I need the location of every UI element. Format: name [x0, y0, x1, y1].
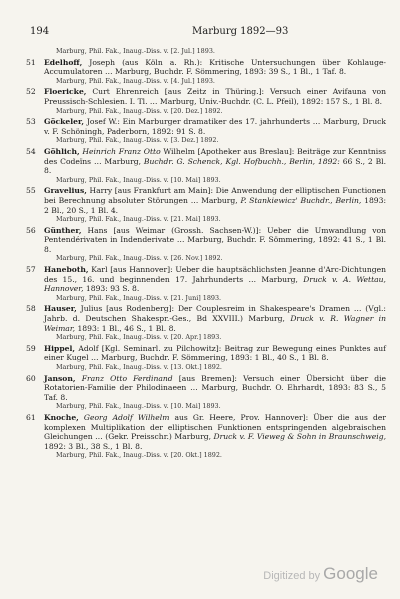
author-given-names: Georg Adolf Wilhelm [83, 412, 170, 422]
entry-number: 58 [26, 304, 36, 314]
entry-text: Hans [aus Weimar (Grossh. Sachsen-W.)]: Ueber die Umwandlung von Pentendérivaten in Indenderivate … Marburg, Buchdr. F. Sömmering, 1892: 41 S., 1 Bl. 8. [44, 225, 386, 254]
entry-pagination: 1893: 1 Bl., 46 S., 1 Bl. 8. [77, 323, 176, 333]
entry-number: 54 [26, 146, 36, 156]
entry-number: 57 [26, 265, 36, 275]
entry-number: 60 [26, 373, 36, 383]
entries-container [26, 57, 387, 460]
entry-faculty-note: Marburg, Phil. Fak., Inaug.-Diss. v. [20. Apr.] 1893. [56, 333, 222, 342]
entry-text: [aus Bremen]: Versuch einer Übersicht über die Rotatorien-Familie der Philodinaeen … Marburg, Buchdr. O. Ehrhardt, 1893: 83 S., 5 Taf. 8. [44, 373, 387, 402]
entry-faculty-note: Marburg, Phil. Fak., Inaug.-Diss. v. [20. Dez.] 1892. [56, 106, 223, 115]
printer-italic: Druck v. F. Vieweg & Sohn in Braunschweig, [213, 432, 386, 442]
watermark-prefix: Digitized by [263, 570, 321, 582]
author-given-names: Franz Otto Ferdinand [81, 373, 173, 383]
author-given-names: Heinrich Franz Otto [82, 146, 161, 156]
bibliography-entry [26, 186, 387, 224]
author-surname: Edelhoff, [44, 57, 83, 67]
entry-faculty-note: Marburg, Phil. Fak., Inaug.-Diss. v. [21. Juni] 1893. [56, 293, 222, 302]
page-number: 194 [30, 26, 50, 37]
entry-faculty-note: Marburg, Phil. Fak., Inaug.-Diss. v. [10. Mai] 1893. [56, 402, 221, 411]
entry-number: 56 [26, 225, 36, 235]
running-title: Marburg 1892—93 [192, 26, 289, 37]
bibliography-entry [26, 117, 386, 145]
page-header [30, 26, 380, 40]
google-logo: Google [323, 564, 378, 583]
entry-list [26, 40, 387, 462]
entry-faculty-note: Marburg, Phil. Fak., Inaug.-Diss. v. [3. Dez.] 1892. [56, 136, 219, 145]
entry-pagination: 1893: 93 S. 8. [85, 284, 140, 294]
entry-text: Julius [aus Rodenberg]: Der Couplesreim in Shakespeare's Dramen … (Vgl.: Jahrb. d. Deutschen Shakespr.-Ges., Bd XXVIII.) Marburg, [44, 304, 386, 324]
entry-text: Joseph (aus Köln a. Rh.): Kritische Untersuchungen über Kohlauge-Accumulatoren … Marburg, Buchdr. F. Sömmering, 1893: 39 S., 1 Bl., 1 Taf. 8. [44, 57, 386, 77]
entry-pagination: 1892: 3 Bl., 38 S., 1 Bl. 8. [44, 441, 143, 451]
author-surname: Haneboth, [44, 265, 89, 275]
entry-text: Adolf [Kgl. Seminarl. zu Pilchowitz]: Beitrag zur Bewegung eines Punktes auf einer Kugel … Marburg, Buchdr. F. Sömmering, 1893: 1 Bl., 40 S., 1 Bl. 8. [44, 343, 386, 363]
entry-faculty-note: Marburg, Phil. Fak., Inaug.-Diss. v. [2. Jul.] 1893. [56, 47, 215, 55]
author-surname: Floericke, [44, 87, 87, 97]
bibliography-entry [26, 87, 386, 115]
bibliography-entry [26, 373, 387, 411]
entry-number: 55 [26, 186, 36, 196]
author-surname: Gravelius, [44, 186, 87, 196]
entry-number: 52 [26, 87, 36, 97]
entry-text: Harry [aus Frankfurt am Main]: Die Anwendung der elliptischen Functionen bei Berechnung absoluter Störungen … Marburg, [44, 186, 386, 205]
printer-italic: Buchdr. G. Schenck, Kgl. Hofbuchh., Berlin, 1892: [143, 156, 340, 166]
author-surname: Hauser, [44, 304, 77, 314]
printer-italic: P. Stankiewicz' Buchdr., Berlin, [240, 195, 362, 205]
bibliography-entry [26, 225, 386, 263]
entry-faculty-note: Marburg, Phil. Fak., Inaug.-Diss. v. [20. Okt.] 1892. [56, 451, 222, 460]
printer-italic: Druck v. R. Wagner in Weimar, [44, 314, 386, 333]
entry-text: aus Gr. Heere, Prov. Hannover]: Über die aus der komplexen Multiplikation der elliptischen Funktionen entspringenden algebraischen Gleichungen … (Gekr. Preisschr.) Marburg, [44, 412, 386, 442]
entry-text: Curt Ehrenreich [aus Zeitz in Thüring.]: Versuch einer Avifauna von Preussisch-Schlesien. I. Tl. … Marburg, Univ.-Buchdr. (C. L. Pfeil), 1892: 157 S., 1 Bl. 8. [44, 87, 386, 106]
entry-text: Karl [aus Hannover]: Ueber die hauptsächlichsten Jeanne d'Arc-Dichtungen des 15., 16. und beginnenden 17. Jahrhunderts … Marburg, [44, 265, 386, 284]
entry-faculty-note: Marburg, Phil. Fak., Inaug.-Diss. v. [10. Mai] 1893. [56, 175, 221, 184]
bibliography-entry [26, 146, 387, 184]
entry-number: 61 [26, 412, 36, 422]
bibliography-entry [26, 343, 386, 371]
author-surname: Knoche, [44, 412, 79, 422]
entry-faculty-note: Marburg, Phil. Fak., Inaug.-Diss. v. [4. Jul.] 1893. [56, 76, 215, 85]
entry-number: 53 [26, 117, 36, 127]
entry-number: 51 [26, 57, 36, 67]
author-surname: Göhlich, [44, 146, 80, 156]
entry-number: 59 [26, 343, 36, 353]
entry-text: Josef W.: Ein Marburger dramatiker des 17. jahrhunderts … Marburg, Druck v. F. Schöningh, Paderborn, 1892: 91 S. 8. [44, 117, 386, 136]
entry-pagination: 1893: 2 Bl., 20 S., 1 Bl. 4. [44, 195, 387, 215]
author-surname: Günther, [44, 225, 82, 235]
entry-faculty-note: Marburg, Phil. Fak., Inaug.-Diss. v. [26. Nov.] 1892. [56, 254, 223, 263]
bibliography-entry [26, 412, 386, 460]
entry-faculty-note: Marburg, Phil. Fak., Inaug.-Diss. v. [13. Okt.] 1892. [56, 363, 222, 371]
bibliography-entry [26, 304, 386, 342]
continued-line [44, 47, 386, 55]
author-surname: Hippel, [44, 343, 76, 353]
bibliography-entry [26, 57, 386, 85]
entry-text: Wilhelm [Apotheker aus Breslau]: Beiträge zur Kenntniss des Codeïns … Marburg, [44, 146, 386, 166]
entry-faculty-note: Marburg, Phil. Fak., Inaug.-Diss. v. [21. Mai] 1893. [56, 215, 221, 224]
bibliography-entry [26, 265, 386, 302]
author-surname: Göckeler, [44, 117, 85, 127]
entry-pagination: 66 S., 2 Bl. 8. [44, 156, 387, 176]
author-surname: Janson, [44, 373, 76, 383]
printer-italic: Druck v. A. Wettau, Hannover, [44, 274, 386, 294]
digitized-watermark [263, 564, 378, 584]
